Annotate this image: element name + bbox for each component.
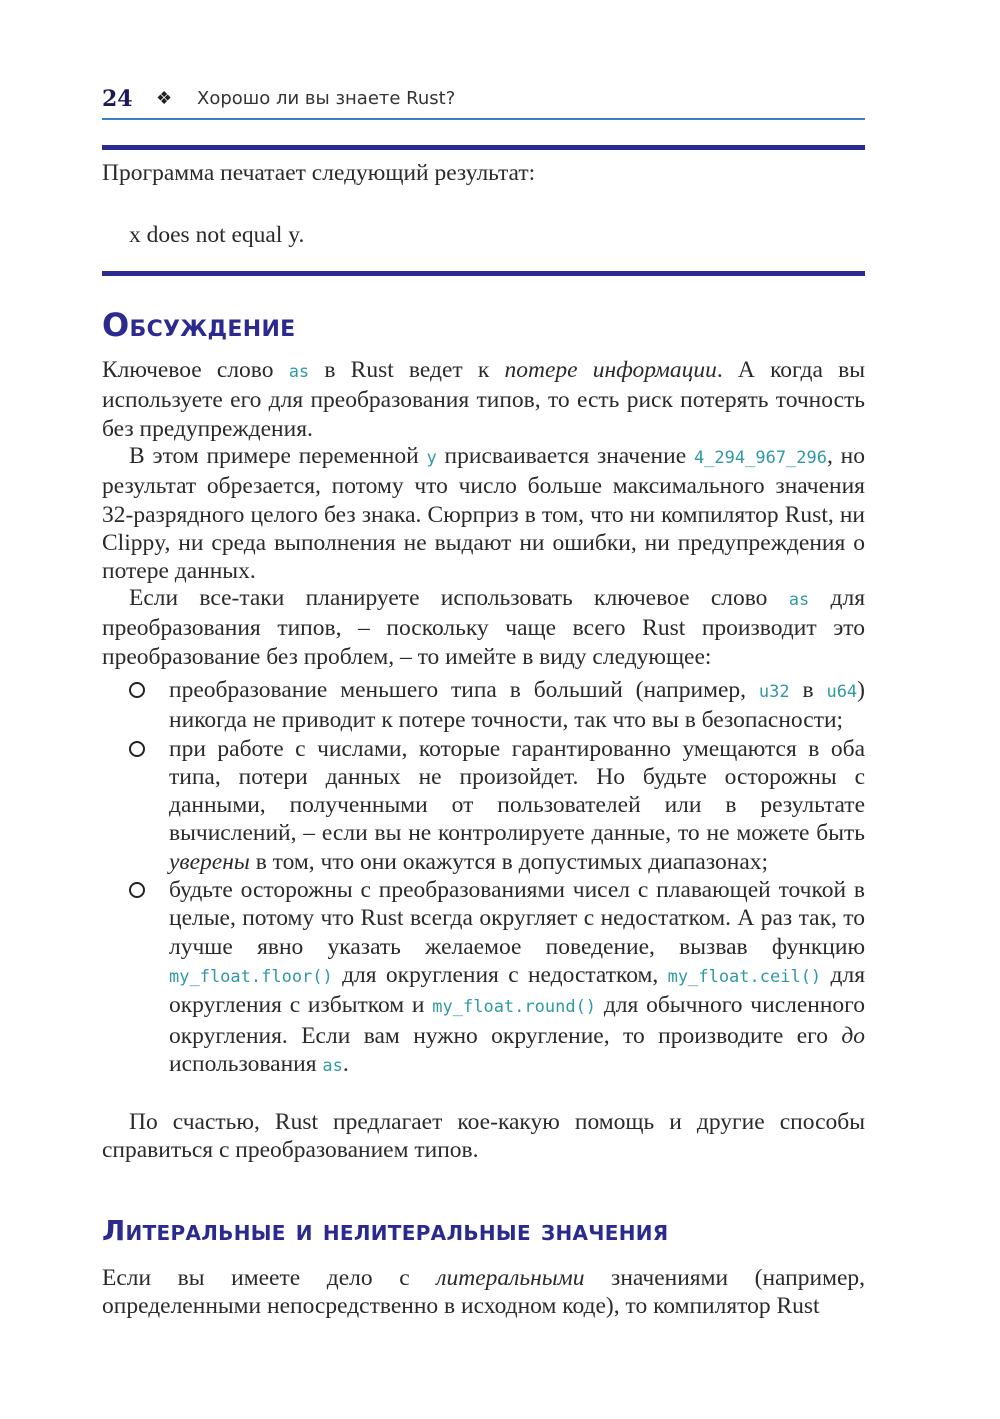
output-intro: Программа печатает следующий результат: <box>102 160 536 186</box>
program-output: x does not equal y. <box>129 222 305 248</box>
running-header <box>102 84 865 120</box>
page-number: 24 <box>102 86 133 112</box>
bullet-circle-icon <box>129 682 145 698</box>
discussion-heading: Обсуждение <box>102 306 296 344</box>
bullet-circle-icon <box>129 741 145 757</box>
literals-paragraph-1: Если вы имеете дело с литеральными значениями (например, определенными непосредственно в исходном коде), то компилятор Rust <box>102 1265 866 1320</box>
ornament-icon: ❖ <box>156 88 173 109</box>
literals-heading: Литеральные и нелитеральные значения <box>102 1214 669 1247</box>
output-block-bottom-rule <box>102 271 865 276</box>
output-block-top-rule <box>102 145 865 150</box>
list-item: при работе с числами, которые гарантированно умещаются в оба типа, потери данных не произойдет. Но будьте осторожны с данными, полученными от пользователей или в результате вычислений, – если вы не контролируете данные, то не можете быть уверены в том, что они окажутся в допустимых диапазонах; <box>102 735 865 876</box>
discussion-paragraph-1: Ключевое слово as в Rust ведет к потере информации. А когда вы используете его для преобразования типов, то есть риск потерять точность без предупреждения. <box>102 357 865 442</box>
discussion-paragraph-4: По счастью, Rust предлагает кое-какую помощь и другие способы справиться с преобразованием типов. <box>102 1109 865 1164</box>
running-title: Хорошо ли вы знаете Rust? <box>197 88 456 109</box>
bullet-list <box>102 676 865 1080</box>
discussion-paragraph-3: Если все-таки планируете использовать ключевое слово as для преобразования типов, – поскольку чаще всего Rust производит это преобразование без проблем, – то имейте в виду следующее: <box>102 585 865 670</box>
list-item: преобразование меньшего типа в больший (например, u32 в u64) никогда не приводит к потере точности, так что вы в безопасности; <box>102 676 865 735</box>
discussion-paragraph-2: В этом примере переменной y присваивается значение 4_294_967_296, но результат обрезается, потому что число больше максимального значения 32-разрядного целого без знака. Сюрприз в том, что ни компилятор Rust, ни Clippy, ни среда выполнения не выдают ни ошибки, ни предупреждения о потере данных. <box>102 443 866 585</box>
list-item: будьте осторожны с преобразованиями чисел с плавающей точкой в целые, потому что Rust всегда округляет с недостатком. А раз так, то лучше явно указать желаемое поведение, вызвав функцию my_float.floor() для округления с недостатком, my_float.ceil() для округления с избытком и my_float.round() для обычного численного округления. Если вам нужно округление, то производите его до использования as. <box>102 876 865 1080</box>
bullet-circle-icon <box>129 882 145 898</box>
